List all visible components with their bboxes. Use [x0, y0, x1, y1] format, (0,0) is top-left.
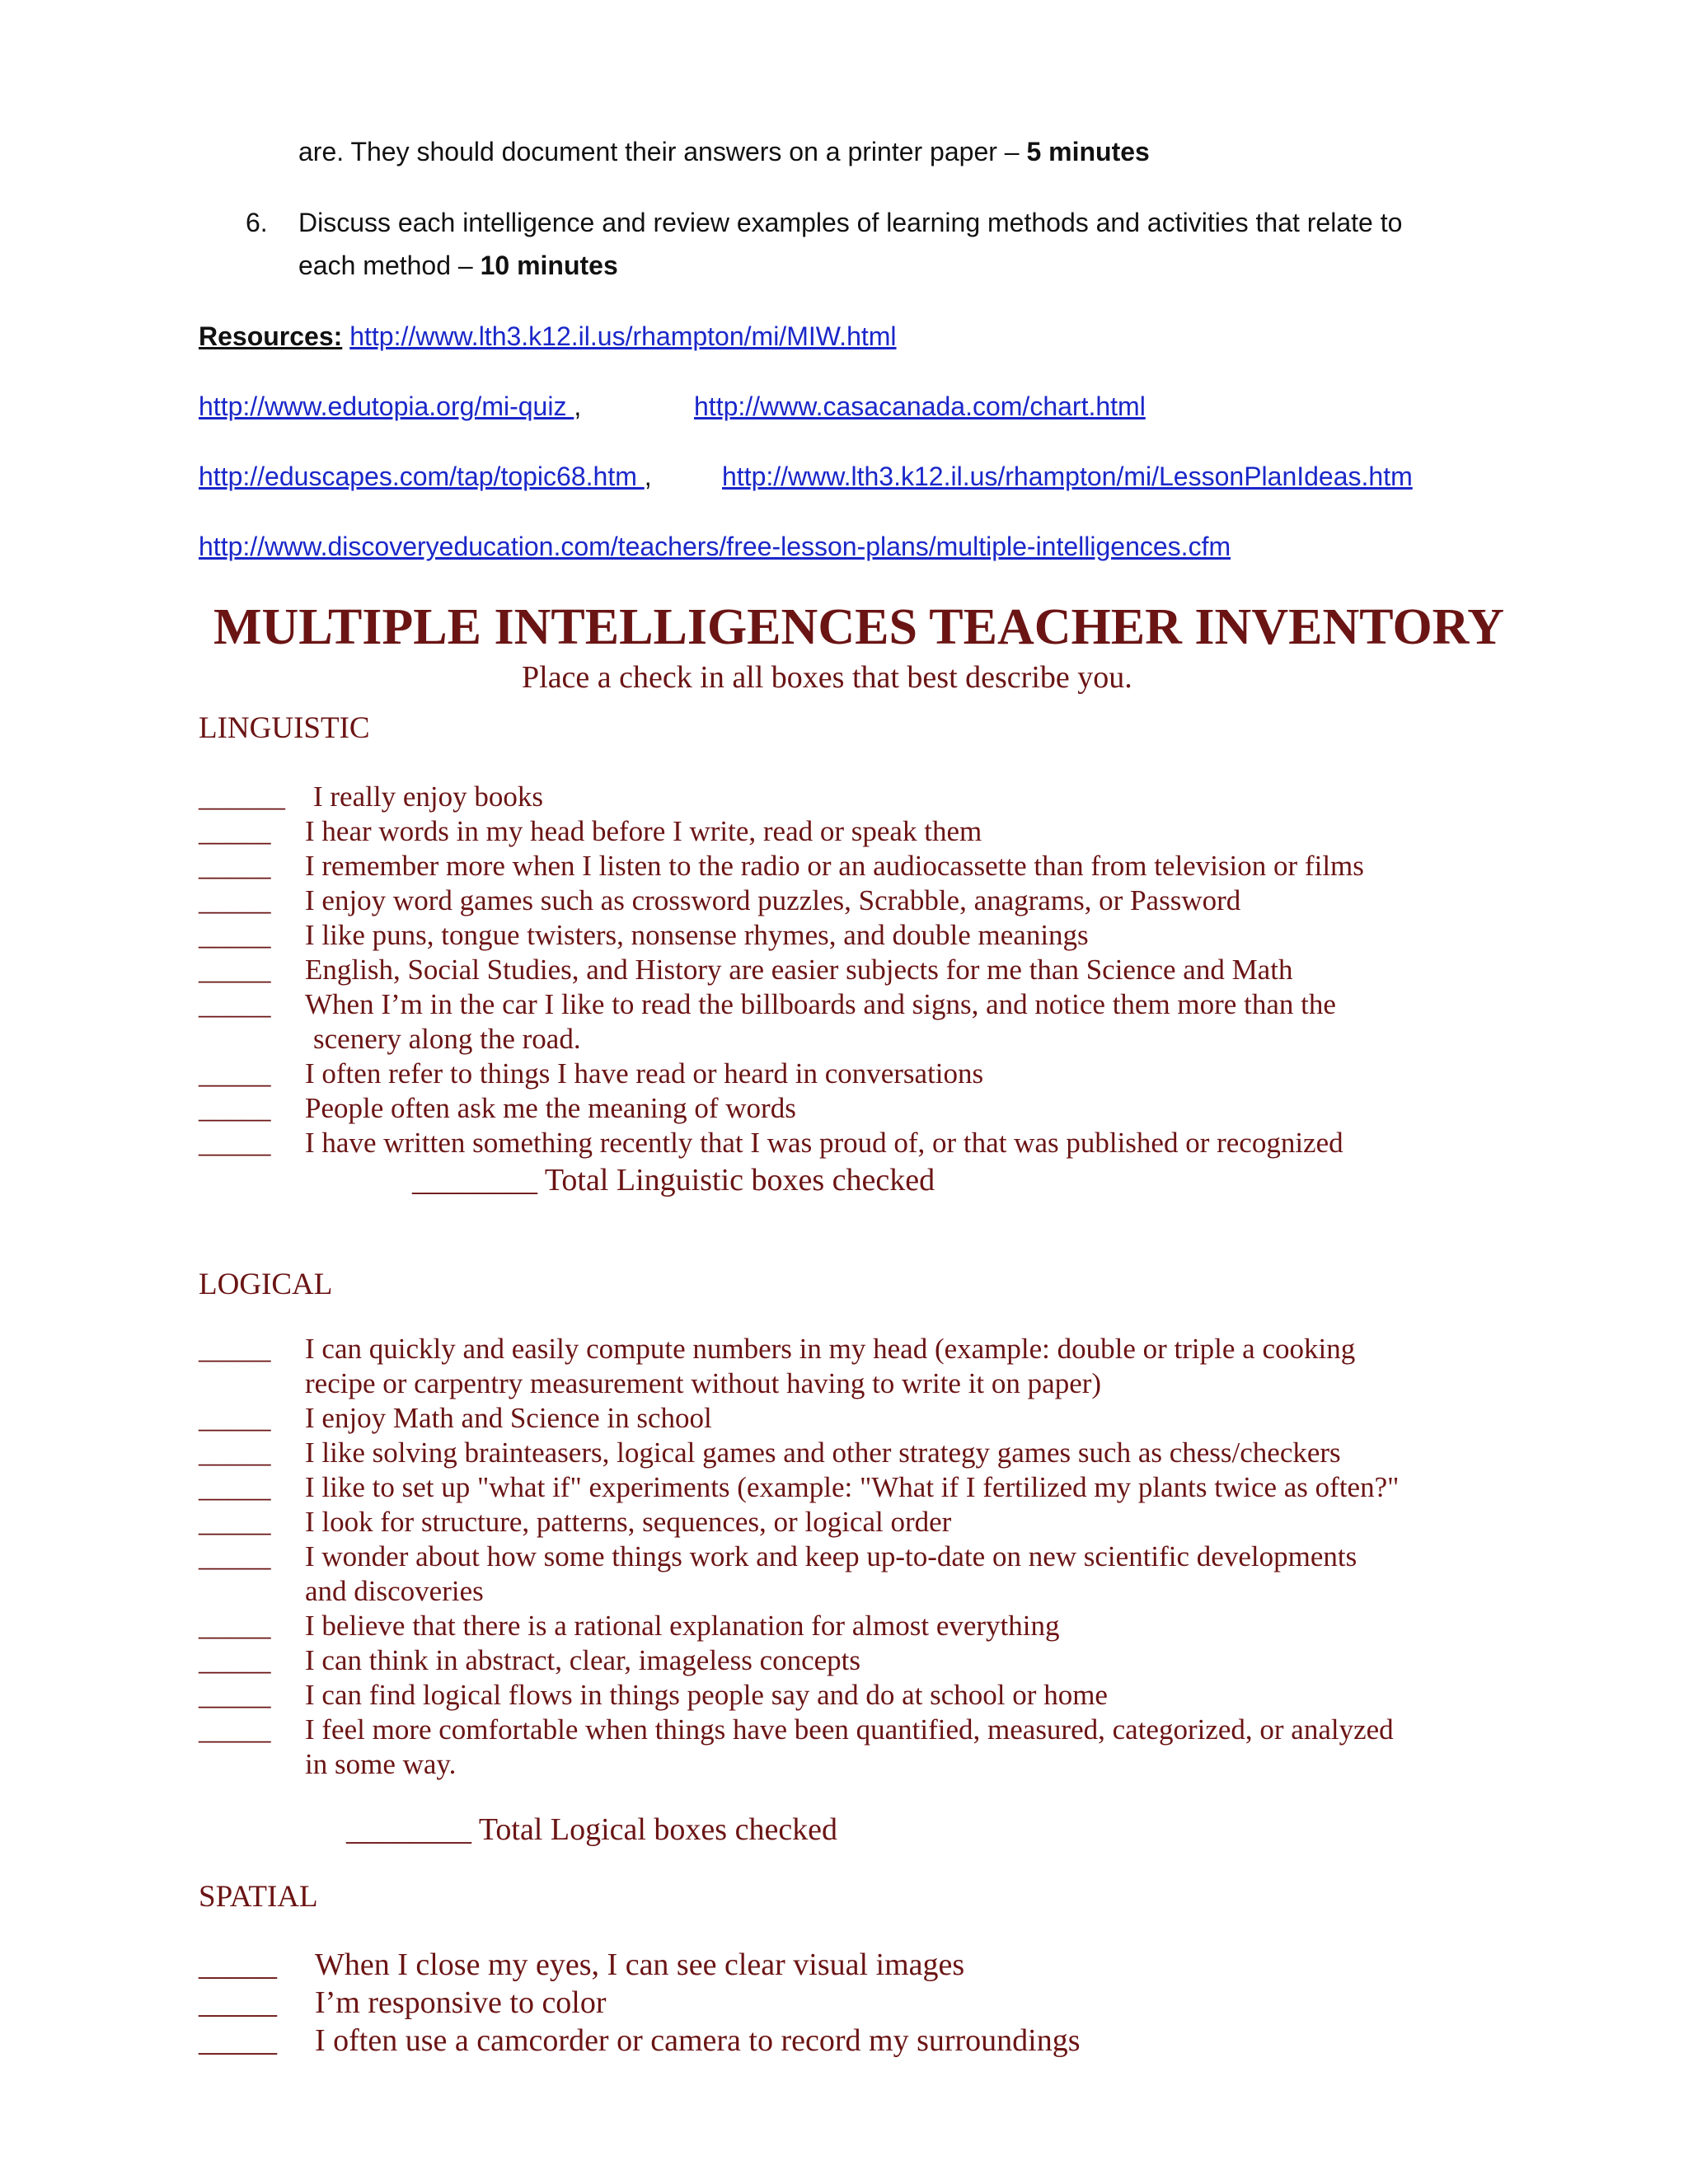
check-blank[interactable]: ______	[199, 780, 285, 813]
check-blank[interactable]: _____	[199, 2023, 277, 2058]
separator: ,	[574, 391, 582, 421]
resource-link-casacanada[interactable]: http://www.casacanada.com/chart.html	[694, 391, 1146, 421]
resources-line-2b	[694, 391, 1146, 422]
list-item-text: I enjoy word games such as crossword puzzles, Scrabble, anagrams, or Password	[305, 884, 1241, 916]
resources-line-3	[199, 462, 652, 492]
list-item	[199, 780, 285, 814]
list-item-text: I wonder about how some things work and keep up-to-date on new scientific developments	[305, 1540, 1357, 1572]
list-item-text: English, Social Studies, and History are easier subjects for me than Science and Math	[305, 954, 1293, 986]
check-blank[interactable]: _____	[199, 1713, 271, 1746]
list-item-text: I hear words in my head before I write, read or speak them	[305, 815, 982, 847]
check-blank[interactable]: _____	[199, 1985, 277, 2020]
check-blank[interactable]: _____	[199, 1057, 271, 1090]
check-blank[interactable]: _____	[199, 1644, 271, 1676]
check-blank[interactable]: _____	[199, 1947, 277, 1982]
resource-link-edutopia[interactable]: http://www.edutopia.org/mi-quiz	[199, 391, 574, 421]
check-blank[interactable]: _____	[199, 1127, 271, 1159]
resources-label: Resources:	[199, 321, 343, 351]
total-blank[interactable]: ________	[346, 1812, 471, 1847]
list-item-text: When I’m in the car I like to read the billboards and signs, and notice them more than the	[305, 988, 1336, 1020]
resource-link-discovery[interactable]: http://www.discoveryeducation.com/teachers/free-lesson-plans/multiple-intelligences.cfm	[199, 532, 1231, 561]
list-item-text: When I close my eyes, I can see clear visual images	[315, 1947, 965, 1982]
check-blank[interactable]: _____	[199, 1471, 271, 1503]
list-item-text: I feel more comfortable when things have been quantified, measured, categorized, or analyzed	[305, 1713, 1394, 1746]
list-item-text: People often ask me the meaning of words	[305, 1092, 796, 1124]
intro-text: are. They should document their answers on a printer paper –	[298, 137, 1027, 166]
intro-duration: 5 minutes	[1026, 137, 1150, 166]
section-heading-spatial: SPATIAL	[199, 1880, 318, 1914]
step6-text-line2	[298, 251, 618, 281]
intro-line	[298, 137, 1150, 167]
check-blank[interactable]: _____	[199, 1436, 271, 1469]
check-blank[interactable]: _____	[199, 884, 271, 916]
check-blank[interactable]: _____	[199, 1610, 271, 1642]
page-subtitle: Place a check in all boxes that best describe you.	[522, 660, 1132, 695]
list-item-text: I believe that there is a rational explanation for almost everything	[305, 1610, 1060, 1642]
list-item-text: I can think in abstract, clear, imageless concepts	[305, 1644, 861, 1676]
check-blank[interactable]: _____	[199, 919, 271, 951]
resources-line	[199, 321, 897, 352]
list-item-text: I can find logical flows in things people say and do at school or home	[305, 1679, 1108, 1711]
list-item-text: in some way.	[305, 1748, 457, 1780]
list-item-text: I often refer to things I have read or heard in conversations	[305, 1057, 984, 1090]
list-item-text: I have written something recently that I was proud of, or that was published or recognized	[305, 1127, 1343, 1159]
total-blank[interactable]: ________	[412, 1163, 537, 1197]
check-blank[interactable]: _____	[199, 850, 271, 882]
total-logical	[346, 1811, 837, 1848]
check-blank[interactable]: _____	[199, 1540, 271, 1572]
resource-link-miw[interactable]: http://www.lth3.k12.il.us/rhampton/mi/MIW.html	[349, 321, 897, 351]
step6-text-line1: Discuss each intelligence and review examples of learning methods and activities that relate to	[298, 208, 1403, 237]
section-heading-linguistic: LINGUISTIC	[199, 711, 370, 745]
list-item-text: and discoveries	[305, 1575, 484, 1607]
list-item-text: I like solving brainteasers, logical games and other strategy games such as chess/checkers	[305, 1436, 1341, 1469]
section-heading-logical: LOGICAL	[199, 1268, 333, 1301]
resource-link-lessonplans[interactable]: http://www.lth3.k12.il.us/rhampton/mi/LessonPlanIdeas.htm	[722, 462, 1413, 491]
list-item-text: I like to set up "what if" experiments (example: "What if I fertilized my plants twice as often?"	[305, 1471, 1400, 1503]
step6-number: 6.	[246, 208, 268, 237]
resources-line-4	[199, 532, 1231, 562]
separator: ,	[644, 462, 652, 491]
list-item-text: I look for structure, patterns, sequences, or logical order	[305, 1506, 952, 1538]
list-item-text: recipe or carpentry measurement without having to write it on paper)	[305, 1367, 1102, 1399]
list-item-text: I like puns, tongue twisters, nonsense rhymes, and double meanings	[305, 919, 1089, 951]
check-blank[interactable]: _____	[199, 954, 271, 986]
check-blank[interactable]: _____	[199, 815, 271, 847]
resources-line-3b	[722, 462, 1413, 492]
page-title: MULTIPLE INTELLIGENCES TEACHER INVENTORY	[213, 599, 1505, 655]
list-item-text: scenery along the road.	[313, 1023, 581, 1055]
resource-link-eduscapes[interactable]: http://eduscapes.com/tap/topic68.htm	[199, 462, 645, 491]
total-label: Total Logical boxes checked	[478, 1812, 838, 1847]
step6-duration: 10 minutes	[480, 251, 618, 280]
check-blank[interactable]: _____	[199, 1506, 271, 1538]
list-item-text: I’m responsive to color	[315, 1985, 607, 2020]
list-item-text: I can quickly and easily compute numbers in my head (example: double or triple a cooking	[305, 1333, 1356, 1365]
check-blank[interactable]: _____	[199, 1679, 271, 1711]
check-blank[interactable]: _____	[199, 988, 271, 1020]
list-item-text: I really enjoy books	[313, 780, 543, 813]
total-label: Total Linguistic boxes checked	[544, 1163, 935, 1197]
step6-text: each method –	[298, 251, 481, 280]
list-item-text: I enjoy Math and Science in school	[305, 1402, 712, 1434]
list-item-text: I often use a camcorder or camera to record my surroundings	[315, 2023, 1081, 2058]
list-item-text: I remember more when I listen to the radio or an audiocassette than from television or films	[305, 850, 1364, 882]
total-linguistic	[412, 1162, 935, 1198]
check-blank[interactable]: _____	[199, 1402, 271, 1434]
resources-line-2	[199, 391, 581, 422]
check-blank[interactable]: _____	[199, 1333, 271, 1365]
check-blank[interactable]: _____	[199, 1092, 271, 1124]
